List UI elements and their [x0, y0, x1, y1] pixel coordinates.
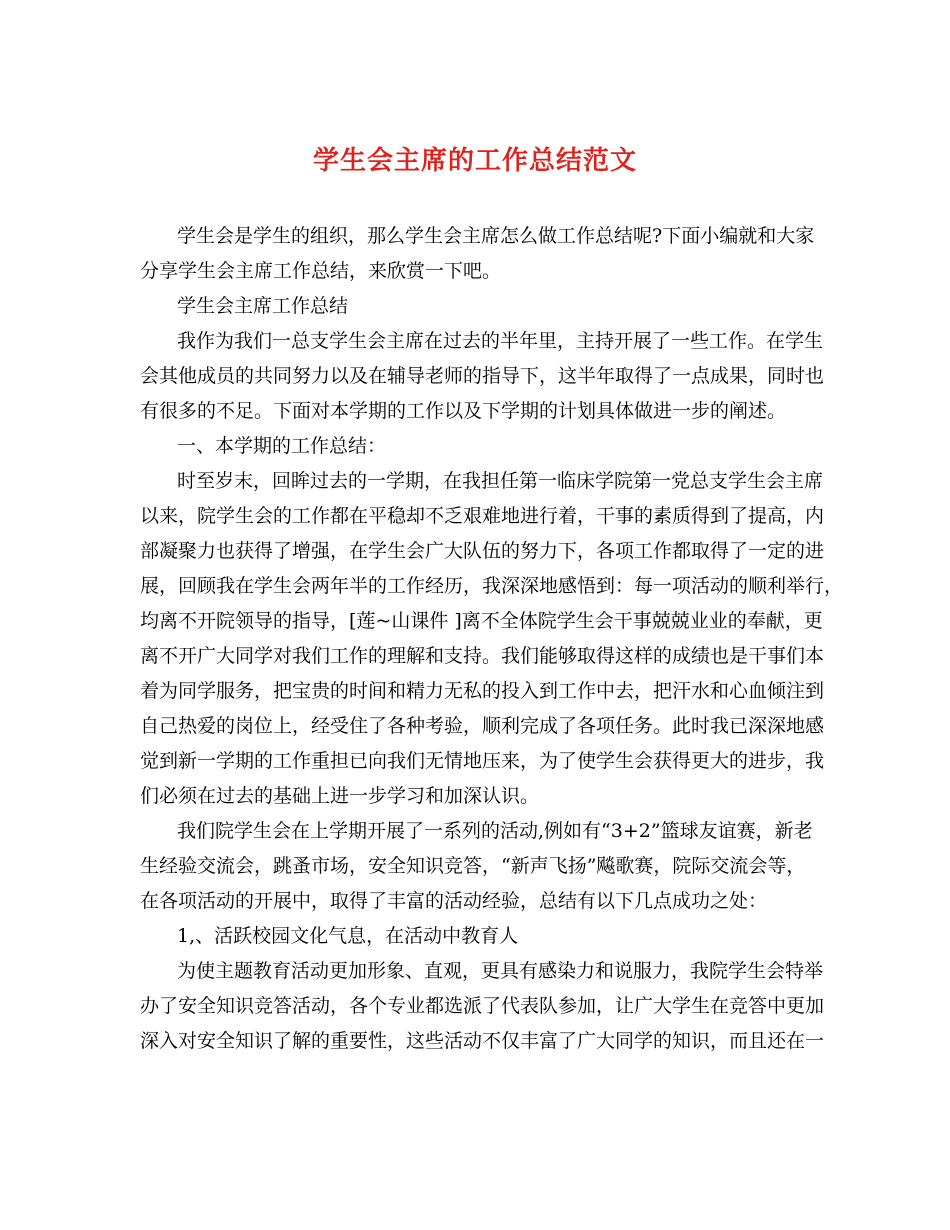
paragraph-line: 离不开广大同学对我们工作的理解和支持。我们能够取得这样的成绩也是干事们本	[140, 645, 825, 667]
paragraph-line: 展，回顾我在学生会两年半的工作经历，我深深地感悟到：每一项活动的顺利举行，	[140, 575, 844, 597]
paragraph-line: 以来，院学生会的工作都在平稳却不乏艰难地进行着，干事的素质得到了提高，内	[140, 505, 825, 527]
paragraph-line: 一、本学期的工作总结：	[177, 435, 387, 457]
paragraph-line: 自己热爱的岗位上，经受住了各种考验，顺利完成了各项任务。此时我已深深地感	[140, 715, 825, 737]
paragraph-line: 时至岁末，回眸过去的一学期，在我担任第一临床学院第一党总支学生会主席	[177, 470, 824, 492]
document-title: 学生会主席的工作总结范文	[312, 146, 637, 176]
paragraph-line: 部凝聚力也获得了增强，在学生会广大队伍的努力下，各项工作都取得了一定的进	[140, 540, 825, 562]
paragraph-line: 们必须在过去的基础上进一步学习和加深认识。	[140, 785, 540, 807]
paragraph-line: 生经验交流会，跳蚤市场，安全知识竞答，“新声飞扬”飚歌赛，院际交流会等，	[140, 855, 806, 877]
paragraph-line: 学生会主席工作总结	[177, 295, 349, 317]
paragraph-line: 着为同学服务，把宝贵的时间和精力无私的投入到工作中去，把汗水和心血倾注到	[140, 680, 825, 702]
paragraph-line: 我们院学生会在上学期开展了一系列的活动,例如有“3+2”篮球友谊赛，新老	[177, 820, 813, 842]
paragraph-line: 觉到新一学期的工作重担已向我们无情地压来，为了使学生会获得更大的进步，我	[140, 750, 825, 772]
paragraph-line: 分享学生会主席工作总结，来欣赏一下吧。	[140, 260, 502, 282]
paragraph-line: 在各项活动的开展中，取得了丰富的活动经验，总结有以下几点成功之处：	[140, 890, 768, 912]
paragraph-line: 均离不开院领导的指导，[莲~山课件 ]离不全体院学生会干事兢兢业业的奉献，更	[140, 610, 823, 632]
paragraph-line: 深入对安全知识了解的重要性，这些活动不仅丰富了广大同学的知识，而且还在一	[140, 1030, 825, 1052]
paragraph-line: 有很多的不足。下面对本学期的工作以及下学期的计划具体做进一步的阐述。	[140, 400, 787, 422]
paragraph-line: 学生会是学生的组织，那么学生会主席怎么做工作总结呢?下面小编就和大家	[177, 225, 815, 247]
paragraph-line: 办了安全知识竞答活动，各个专业都选派了代表队参加，让广大学生在竞答中更加	[140, 995, 825, 1017]
paragraph-line: 我作为我们一总支学生会主席在过去的半年里，主持开展了一些工作。在学生	[177, 330, 824, 352]
paragraph-line: 1,、活跃校园文化气息，在活动中教育人	[177, 925, 519, 947]
paragraph-line: 会其他成员的共同努力以及在辅导老师的指导下，这半年取得了一点成果，同时也	[140, 365, 825, 387]
paragraph-line: 为使主题教育活动更加形象、直观，更具有感染力和说服力，我院学生会特举	[177, 960, 824, 982]
